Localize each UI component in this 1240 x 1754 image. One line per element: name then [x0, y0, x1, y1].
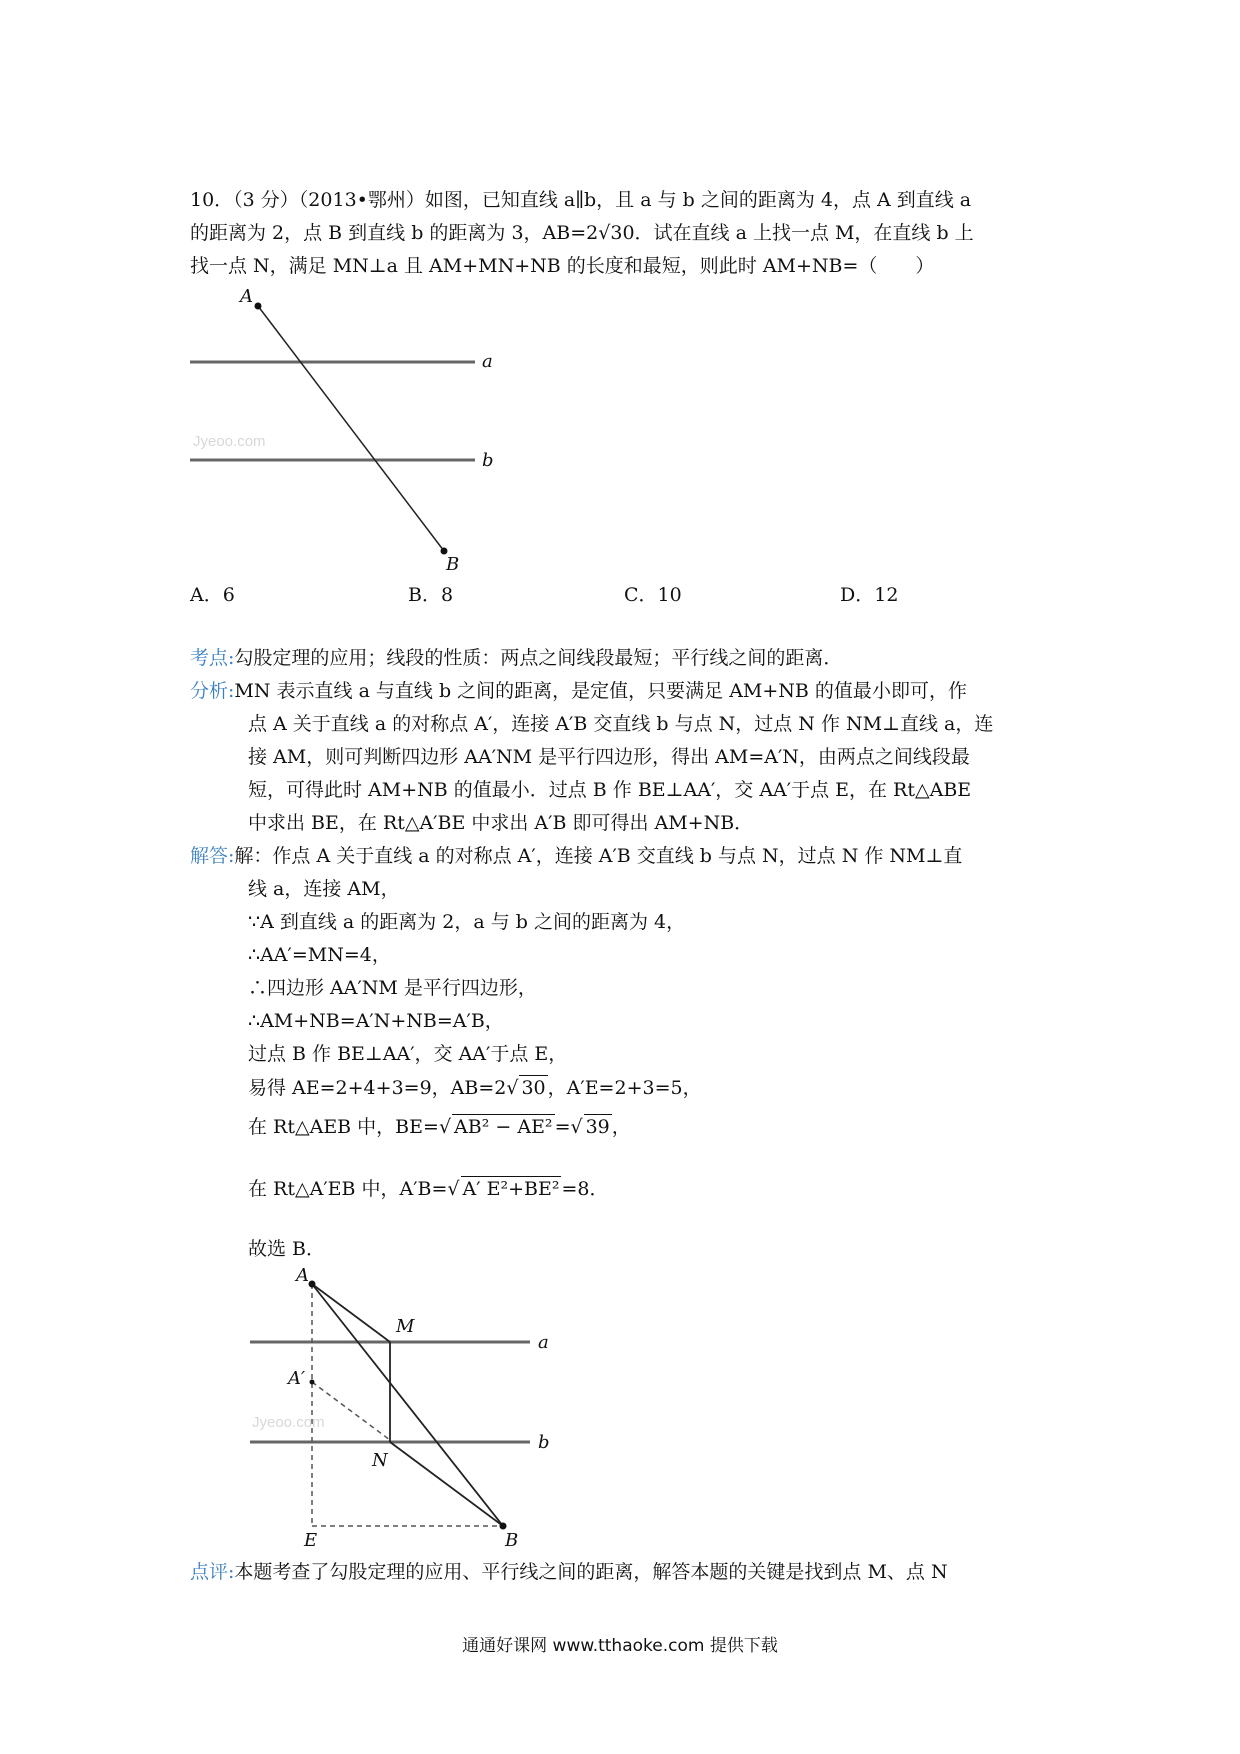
radical-ae-be: A′ E²+BE² [462, 1178, 560, 1200]
label-m-point: M [396, 1316, 415, 1337]
jieda-line-1: 解：作点 A 关于直线 a 的对称点 A′，连接 A′B 交直线 b 与点 N，过点 N 作 NM⊥直 [234, 845, 963, 867]
point-b [500, 1523, 507, 1530]
question-line-1: 10．（3 分）（2013•鄂州）如图，已知直线 a∥b，且 a 与 b 之间的距离为 4，点 A 到直线 a [190, 189, 972, 211]
jieda-conclusion: 故选 B． [248, 1238, 326, 1260]
figure-1 [185, 285, 505, 575]
question-line-2-pre: 的距离为 2，点 B 到直线 b 的距离为 3，AB= [190, 222, 587, 244]
point-a [255, 303, 262, 310]
jieda-line-3: ∵A 到直线 a 的距离为 2，a 与 b 之间的距离为 4， [248, 911, 686, 933]
jieda-equation-3: 在 Rt△A′EB 中，A′B=√ A′ E²+BE² =8． [248, 1178, 609, 1200]
question-line-2-post: ．试在直线 a 上找一点 M，在直线 b 上 [634, 222, 974, 244]
dianping [190, 1560, 948, 1584]
jieda-label: 解答: [190, 845, 235, 867]
jieda-line-2: 线 a，连接 AM， [248, 878, 400, 900]
dianping-label: 点评: [190, 1561, 235, 1583]
fenxi-line-4: 短，可得此时 AM+NB 的值最小．过点 B 作 BE⊥AA′，交 AA′于点 E，在 Rt△ABE [248, 779, 972, 801]
fenxi [190, 679, 967, 703]
footer: 通通好课网 www.tthaoke.com 提供下载 [462, 1636, 778, 1656]
choice-c: C．10 [624, 584, 682, 606]
label-a-point: A [240, 286, 253, 307]
label-line-a: a [538, 1332, 549, 1353]
choice-b: B．8 [408, 584, 454, 606]
question-line-3: 找一点 N，满足 MN⊥a 且 AM+MN+NB 的长度和最短，则此时 AM+NB=（ ） [190, 255, 935, 277]
fenxi-label: 分析: [190, 680, 235, 702]
jieda-line-6: ∴AM+NB=A′N+NB=A′B， [248, 1010, 504, 1032]
figure-2 [248, 1262, 578, 1551]
label-line-b: b [538, 1432, 550, 1453]
label-b-point: B [505, 1530, 519, 1551]
point-a [309, 1281, 316, 1288]
fenxi-line-3: 接 AM，则可判断四边形 AA′NM 是平行四边形，得出 AM=A′N，由两点之间线段最 [248, 746, 970, 768]
jieda-equation-2: 在 Rt△AEB 中，BE=√ AB² − AE² =√ 39 ， [248, 1116, 631, 1138]
radical-30: 30 [521, 1077, 546, 1099]
question-line-2 [190, 221, 974, 245]
watermark: Jyeoo.com [193, 433, 266, 450]
radical-39: 39 [585, 1116, 610, 1138]
jieda-line-4: ∴AA′=MN=4， [248, 944, 391, 966]
choice-d: D．12 [840, 584, 899, 606]
kaodian-text: 勾股定理的应用；线段的性质：两点之间线段最短；平行线之间的距离． [234, 647, 843, 669]
point-a-prime [310, 1380, 315, 1385]
question-ab-radical: 2√30 [586, 222, 635, 244]
label-line-b: b [482, 450, 494, 471]
jieda-line-5: ∴四边形 AA′NM 是平行四边形， [248, 977, 537, 999]
fenxi-line-2: 点 A 关于直线 a 的对称点 A′，连接 A′B 交直线 b 与点 N，过点 N 作 NM⊥直线 a，连 [248, 713, 994, 735]
segment-ab [258, 306, 444, 551]
jieda-line-7: 过点 B 作 BE⊥AA′，交 AA′于点 E， [248, 1043, 568, 1065]
label-n-point: N [372, 1450, 388, 1471]
dianping-text: 本题考查了勾股定理的应用、平行线之间的距离，解答本题的关键是找到点 M、点 N [234, 1561, 948, 1583]
label-a-point: A [296, 1265, 309, 1286]
watermark: Jyeoo.com [252, 1414, 325, 1431]
kaodian [190, 646, 842, 670]
label-a-prime-point: A′ [288, 1368, 306, 1389]
label-line-a: a [482, 351, 493, 372]
choice-a: A．6 [190, 584, 235, 606]
fenxi-line-5: 中求出 BE，在 Rt△A′BE 中求出 A′B 即可得出 AM+NB． [248, 812, 754, 834]
fenxi-line-1: MN 表示直线 a 与直线 b 之间的距离，是定值，只要满足 AM+NB 的值最小即可，作 [234, 680, 967, 702]
kaodian-label: 考点: [190, 647, 235, 669]
jieda [190, 844, 962, 868]
label-e-point: E [304, 1530, 318, 1551]
jieda-equation-1: 易得 AE=2+4+3=9，AB=2√ 30 ，A′E=2+3=5， [248, 1077, 702, 1099]
label-b-point: B [446, 554, 460, 575]
dashed-a-prime-n [312, 1382, 390, 1440]
radical-ab-ae: AB² − AE² [454, 1116, 553, 1138]
